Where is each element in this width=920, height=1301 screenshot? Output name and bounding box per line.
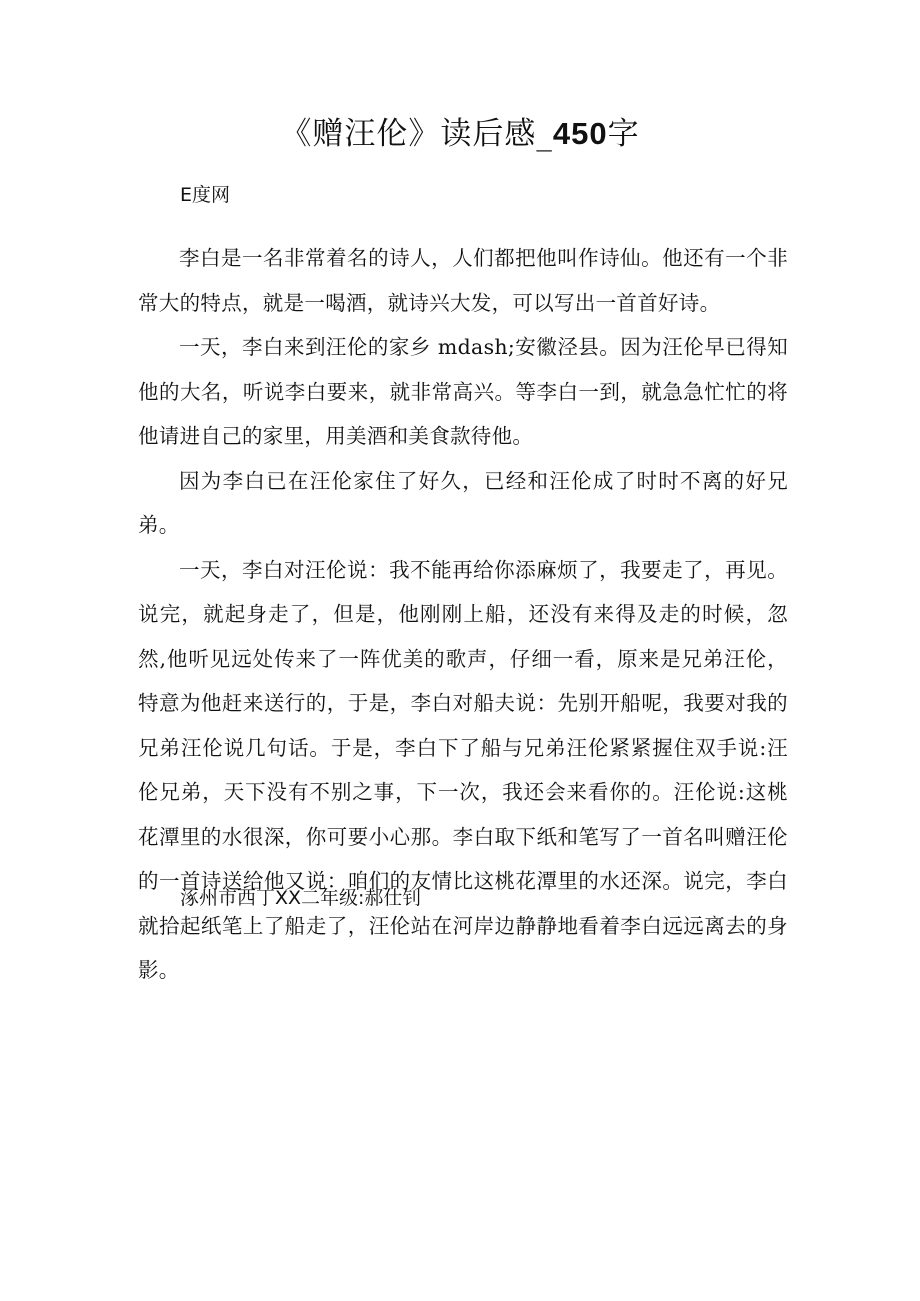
paragraph-4: 一天，李白对汪伦说：我不能再给你添麻烦了，我要走了，再见。说完，就起身走了，但是，他刚刚上船，还没有来得及走的时候，忽然,他听见远处传来了一阵优美的歌声，仔细一看，原来是兄弟汪伦，特意为他赶来送行的，于是，李白对船夫说：先别开船呢，我要对我的兄弟汪伦说几句话。于是，李白下了船与兄弟汪伦紧紧握住双手说:汪伦兄弟，天下没有不别之事，下一次，我还会来看你的。汪伦说:这桃花潭里的水很深，你可要小心那。李白取下纸和笔写了一首名叫赠汪伦的一首诗送给他又说：咱们的友情比这桃花潭里的水还深。说完，李白就拾起纸笔上了船走了，汪伦站在河岸边静静地看着李白远远离去的身影。 <box>138 557 788 982</box>
title-number: 450 <box>552 116 608 151</box>
author-signature: 涿州市西丁XX二年级:郝仕钊 <box>180 887 422 909</box>
paragraph-2: 一天，李白来到汪伦的家乡 mdash;安徽泾县。因为汪伦早已得知他的大名，听说李白要来，就非常高兴。等李白一到，就急急忙忙的将他请进自己的家里，用美酒和美食款待他。 <box>138 335 788 448</box>
article-body <box>138 236 788 993</box>
paragraph-1: 李白是一名非常着名的诗人，人们都把他叫作诗仙。他还有一个非常大的特点，就是一喝酒，就诗兴大发，可以写出一首首好诗。 <box>138 246 788 315</box>
title-suffix: 字 <box>607 116 640 152</box>
document-title <box>0 110 920 158</box>
title-prefix: 《赠汪伦》读后感_ <box>280 116 553 152</box>
source-label: E度网 <box>180 184 231 206</box>
paragraph-3: 因为李白已在汪伦家住了好久，已经和汪伦成了时时不离的好兄弟。 <box>138 468 788 537</box>
